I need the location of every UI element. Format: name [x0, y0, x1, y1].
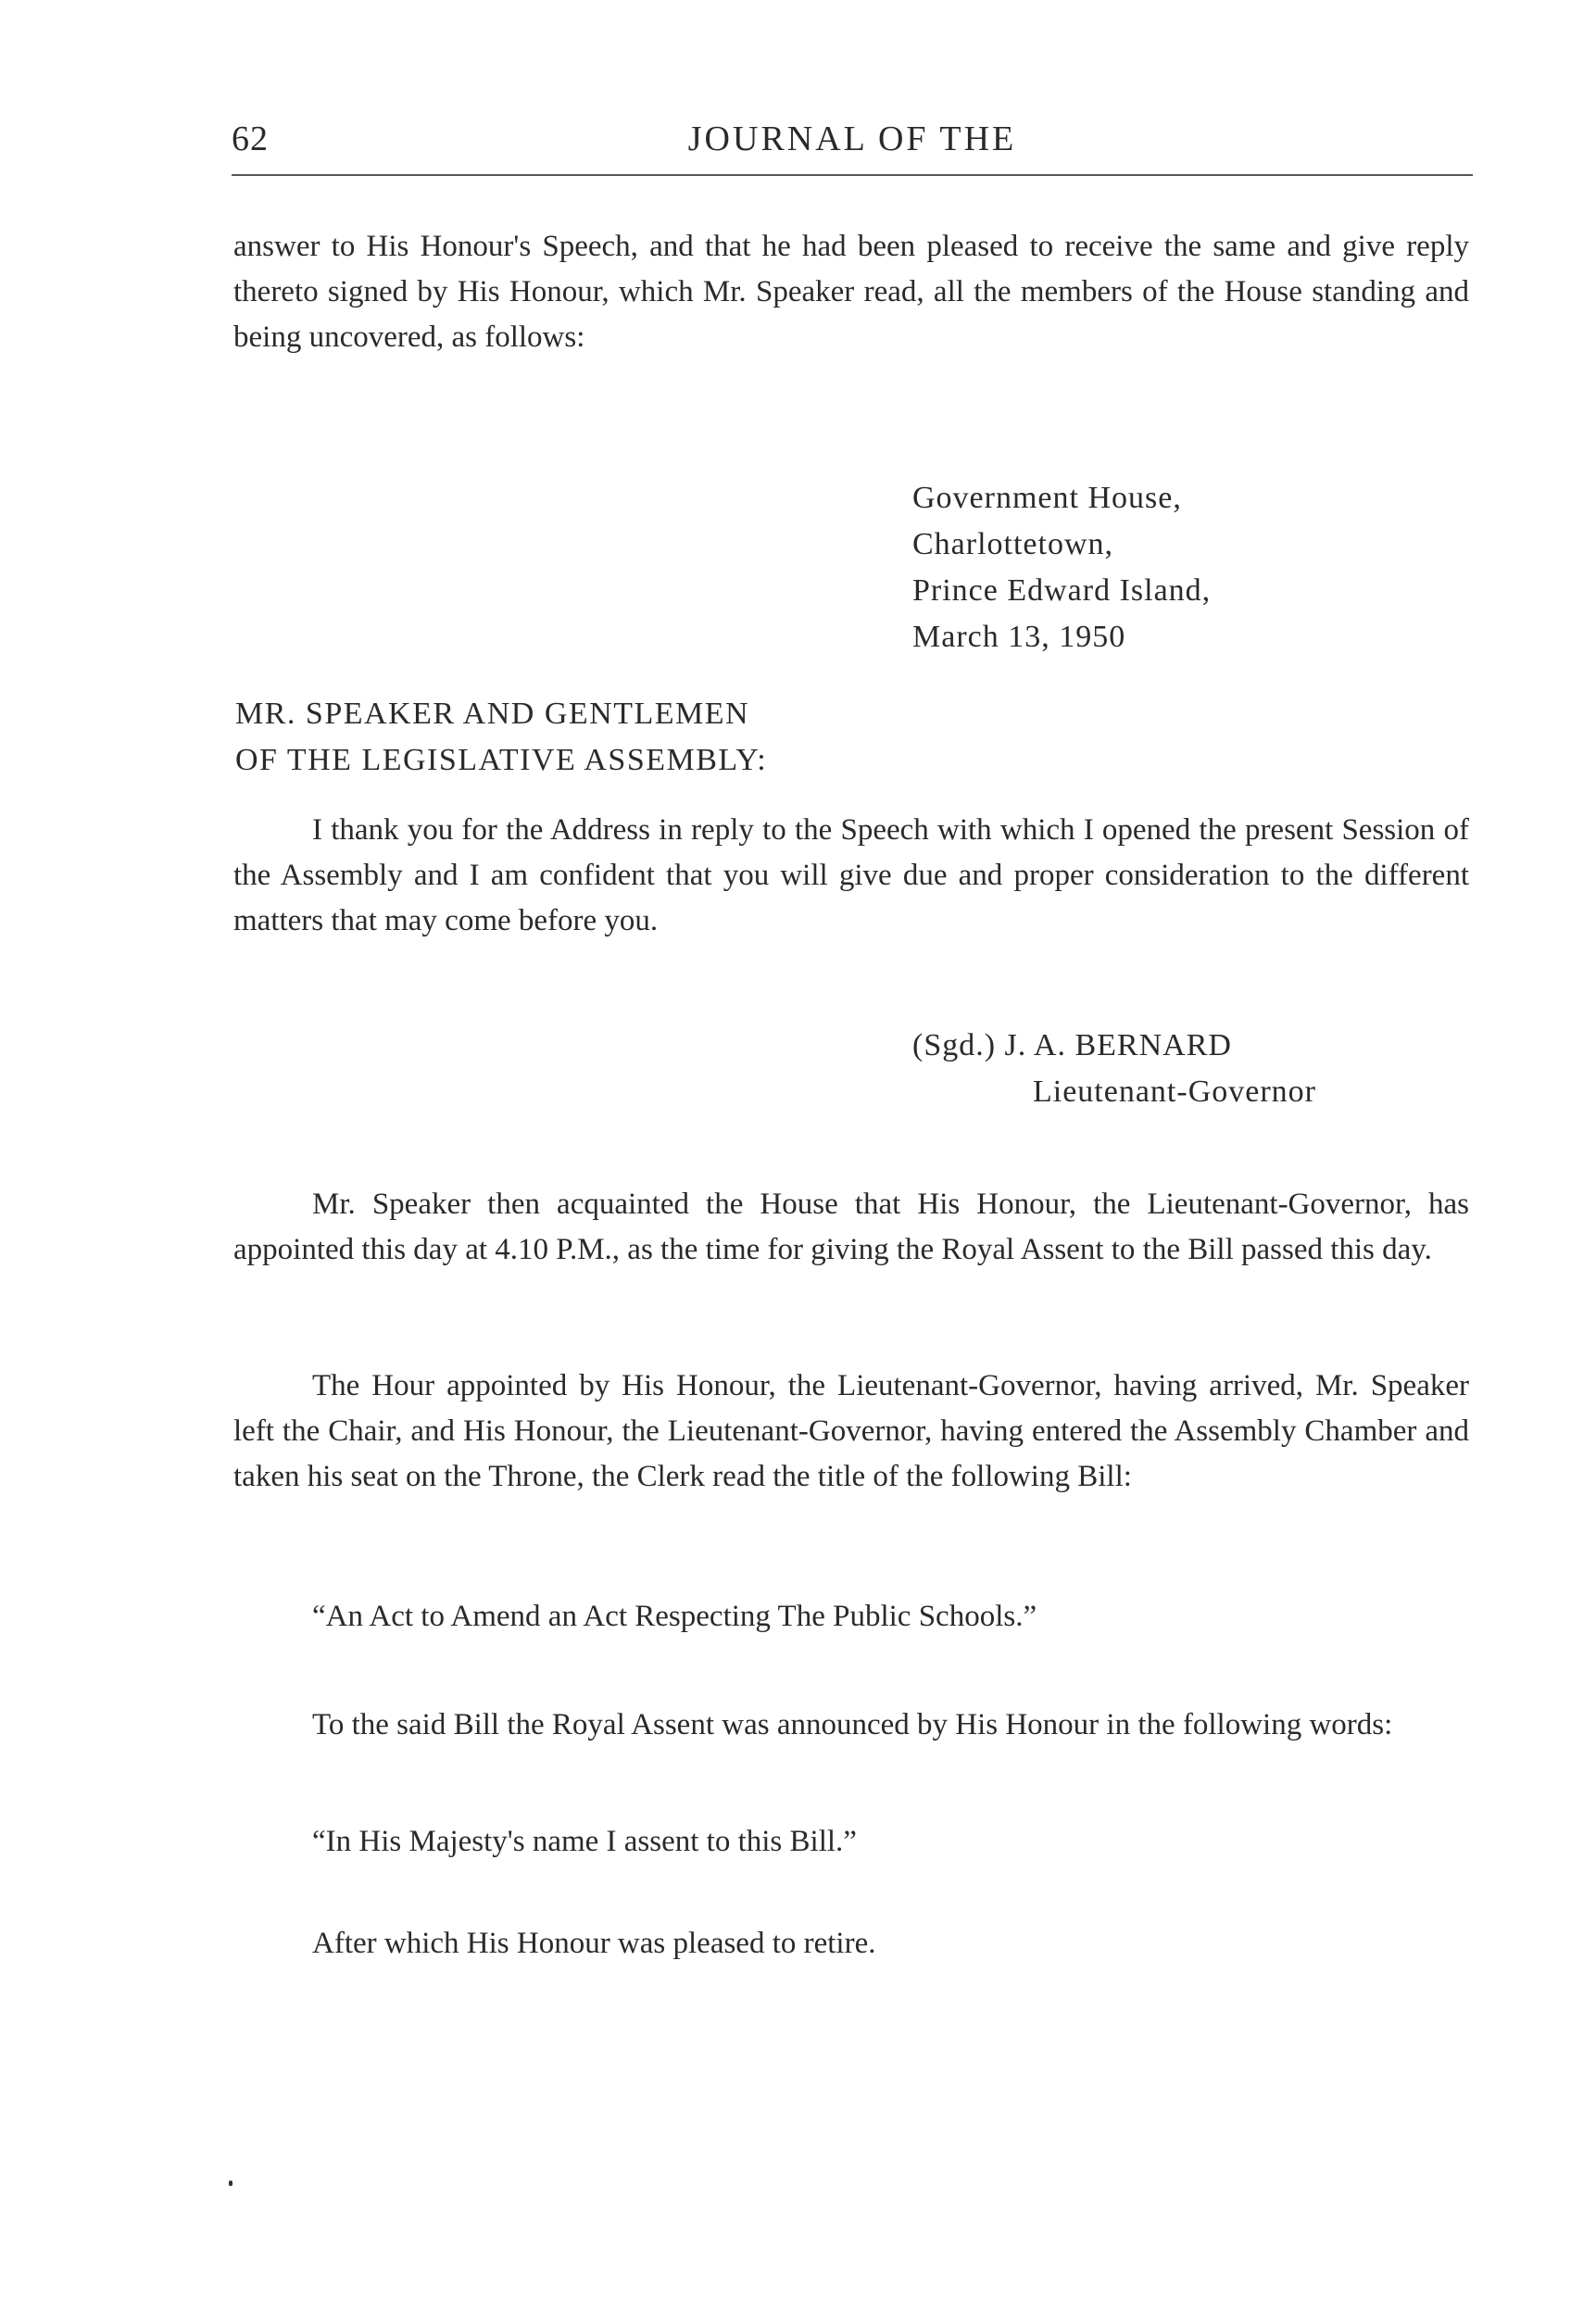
- address-date: March 13, 1950: [912, 620, 1126, 654]
- reply-paragraph: I thank you for the Address in reply to the Speech with which I opened the present Session of the Assembly and I am confident that you will give due and proper consideration to the different matters that may come before you.: [233, 813, 1469, 937]
- page-number: 62: [232, 119, 269, 158]
- intro-paragraph: answer to His Honour's Speech, and that he had been pleased to receive the same and give reply thereto signed by His Honour, which Mr. Speaker read, all the members of the House standing and being uncovered, as follows:: [233, 230, 1469, 354]
- address-line: Prince Edward Island,: [912, 573, 1212, 608]
- assent-paragraph: To the said Bill the Royal Assent was announced by His Honour in the following words:: [312, 1708, 1393, 1741]
- header-rule: [232, 174, 1473, 176]
- closing-line: After which His Honour was pleased to retire.: [312, 1927, 876, 1960]
- salutation: [235, 691, 767, 784]
- address-line: Charlottetown,: [912, 527, 1114, 561]
- running-title: JOURNAL OF THE: [687, 119, 1017, 158]
- signature-title: Lieutenant-Governor: [1033, 1075, 1316, 1109]
- appointment-paragraph: Mr. Speaker then acquainted the House that His Honour, the Lieutenant-Governor, has appointed this day at 4.10 P.M., as the time for giving the Royal Assent to the Bill passed this day.: [233, 1188, 1469, 1266]
- salutation-line: OF THE LEGISLATIVE ASSEMBLY:: [235, 743, 768, 777]
- address-line: Government House,: [912, 481, 1182, 515]
- ink-speck: [229, 2181, 232, 2186]
- assent-quote: “In His Majesty's name I assent to this Bill.”: [312, 1825, 857, 1858]
- bill-title-quote: “An Act to Amend an Act Respecting The Public Schools.”: [312, 1600, 1037, 1633]
- signature-block: [912, 1023, 1316, 1115]
- address-block: [912, 475, 1211, 660]
- signature-name: (Sgd.) J. A. BERNARD: [912, 1028, 1232, 1062]
- page-header: [232, 119, 1473, 174]
- salutation-line: MR. SPEAKER AND GENTLEMEN: [235, 697, 750, 731]
- hour-paragraph: The Hour appointed by His Honour, the Lieutenant-Governor, having arrived, Mr. Speaker left the Chair, and His Honour, the Lieutenant-Governor, having entered the Assembly Chamber and taken his seat on the Throne, the Clerk read the title of the following Bill:: [233, 1369, 1469, 1493]
